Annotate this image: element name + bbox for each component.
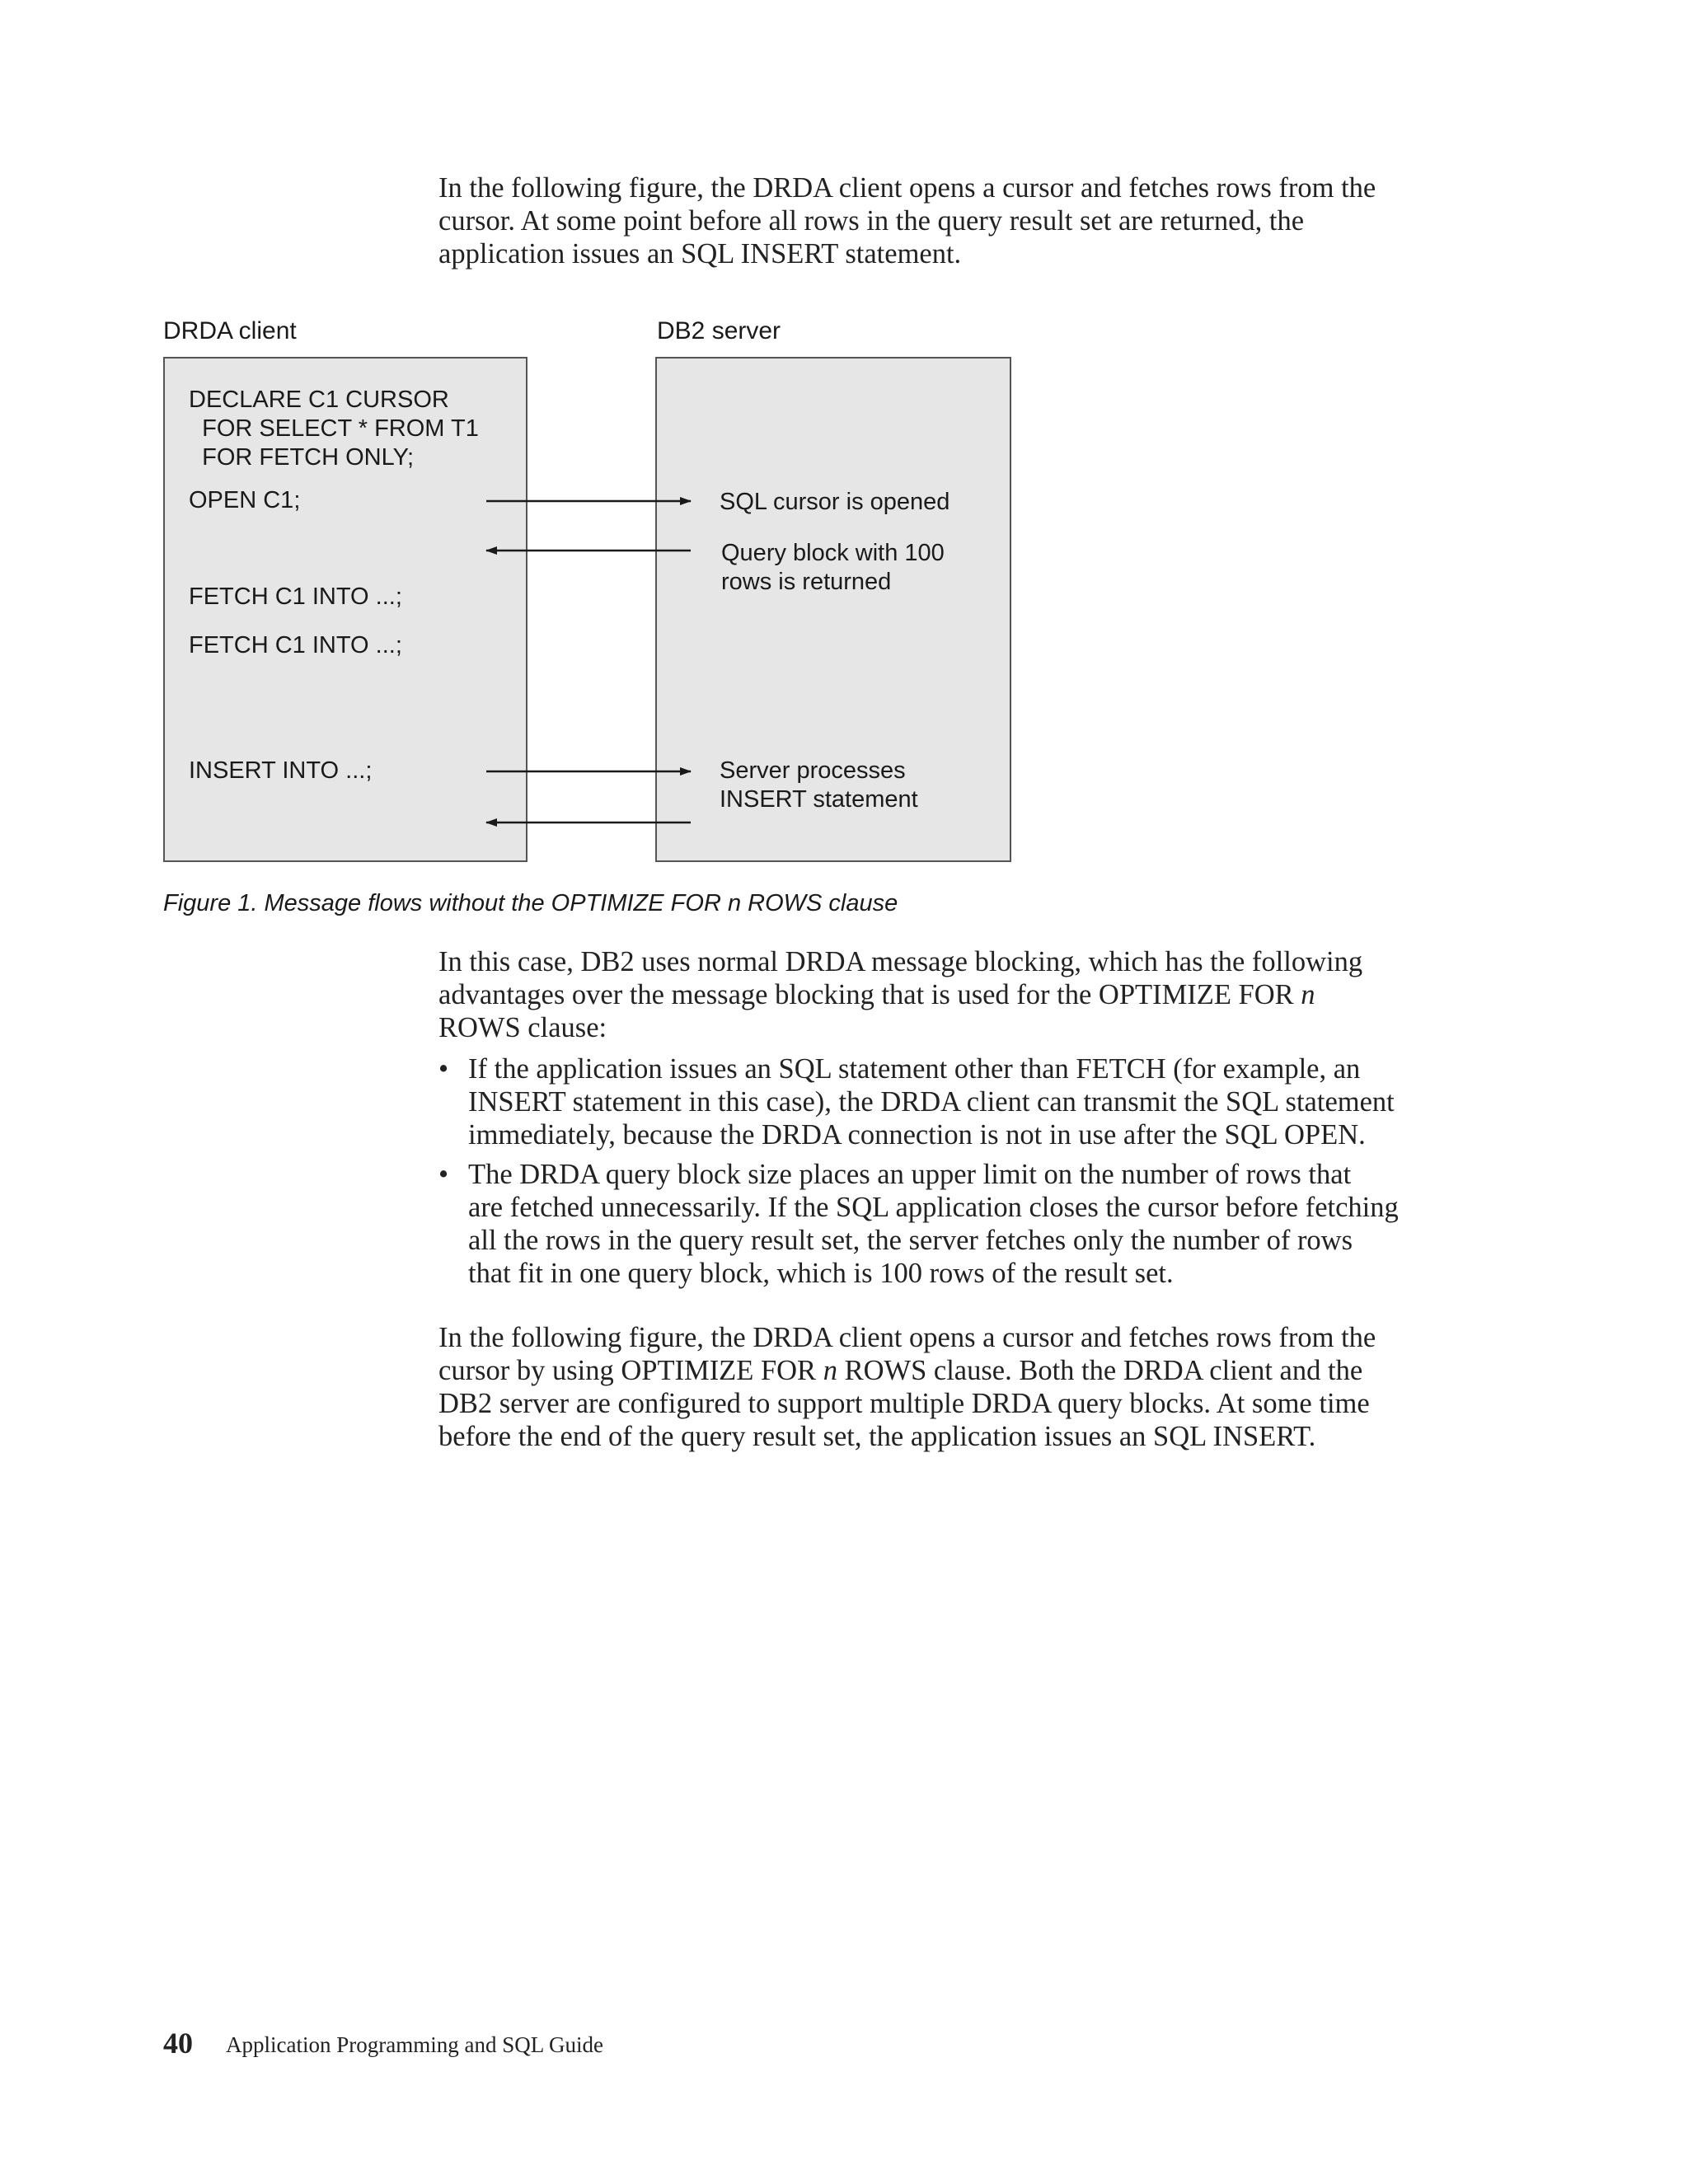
- server-label: DB2 server: [657, 317, 781, 344]
- para3-line-2b: ROWS clause. Both the DRDA client and the: [837, 1355, 1363, 1386]
- code-declare-3: FOR FETCH ONLY;: [189, 444, 415, 471]
- para2-line-2: [438, 978, 1477, 1011]
- server-block-line-1: Query block with 100: [721, 540, 945, 566]
- para2-n-italic: n: [1301, 979, 1315, 1010]
- para3-line-3: DB2 server are configured to support multiple DRDA query blocks. At some time: [438, 1388, 1370, 1419]
- server-process-line-1: Server processes: [720, 757, 906, 784]
- bullet-1-line-3: immediately, because the DRDA connection is not in use after the SQL OPEN.: [468, 1119, 1366, 1151]
- code-insert: INSERT INTO ...;: [189, 757, 373, 784]
- bullet-marker: •: [438, 1159, 449, 1190]
- book-title: Application Programming and SQL Guide: [226, 2032, 603, 2057]
- code-declare-1: DECLARE C1 CURSOR: [189, 387, 449, 413]
- bullet-2-line-3: all the rows in the query result set, the server fetches only the number of rows: [468, 1225, 1353, 1256]
- para3-n-italic: n: [823, 1355, 837, 1386]
- client-label: DRDA client: [163, 317, 297, 344]
- optimize-paragraph: [438, 1321, 1477, 1453]
- intro-line-3: application issues an SQL INSERT statement.: [438, 238, 962, 269]
- server-block-line-2: rows is returned: [721, 569, 892, 595]
- intro-line-1: In the following figure, the DRDA client opens a cursor and fetches rows from the: [438, 172, 1376, 204]
- figure-caption: Figure 1. Message flows without the OPTIMIZE FOR n ROWS clause: [163, 890, 898, 916]
- bullet-1-line-1: If the application issues an SQL statement other than FETCH (for example, an: [468, 1053, 1361, 1085]
- server-cursor-opened: SQL cursor is opened: [720, 489, 950, 515]
- intro-line-2: cursor. At some point before all rows in the query result set are returned, the: [438, 205, 1305, 237]
- para3-line-4: before the end of the query result set, the application issues an SQL INSERT.: [438, 1421, 1316, 1452]
- code-fetch-2: FETCH C1 INTO ...;: [189, 632, 402, 658]
- server-process-line-2: INSERT statement: [720, 786, 918, 813]
- bullet-1-line-2: INSERT statement in this case), the DRDA client can transmit the SQL statement: [468, 1086, 1395, 1118]
- bullet-item: [438, 1052, 1477, 1151]
- bullet-2-line-2: are fetched unnecessarily. If the SQL application closes the cursor before fetching: [468, 1192, 1399, 1223]
- code-fetch-1: FETCH C1 INTO ...;: [189, 583, 402, 610]
- para3-line-2: [438, 1354, 1477, 1387]
- para2-line-1: In this case, DB2 uses normal DRDA message blocking, which has the following: [438, 946, 1363, 977]
- bullet-2-line-1: The DRDA query block size places an upper limit on the number of rows that: [468, 1159, 1352, 1190]
- para3-line-1: In the following figure, the DRDA client opens a cursor and fetches rows from the: [438, 1322, 1376, 1353]
- blocking-paragraph: [438, 945, 1477, 1044]
- para2-line-3: ROWS clause:: [438, 1012, 607, 1043]
- para3-line-2a: cursor by using OPTIMIZE FOR: [438, 1355, 823, 1386]
- bullet-2-line-4: that fit in one query block, which is 100 rows of the result set.: [468, 1258, 1174, 1289]
- page-number: 40: [163, 2027, 193, 2060]
- para2-line-2-text: advantages over the message blocking that is used for the OPTIMIZE FOR: [438, 979, 1301, 1010]
- code-open: OPEN C1;: [189, 487, 301, 513]
- bullet-marker: •: [438, 1053, 449, 1085]
- code-declare-2: FOR SELECT * FROM T1: [189, 415, 479, 442]
- bullet-item: [438, 1158, 1477, 1290]
